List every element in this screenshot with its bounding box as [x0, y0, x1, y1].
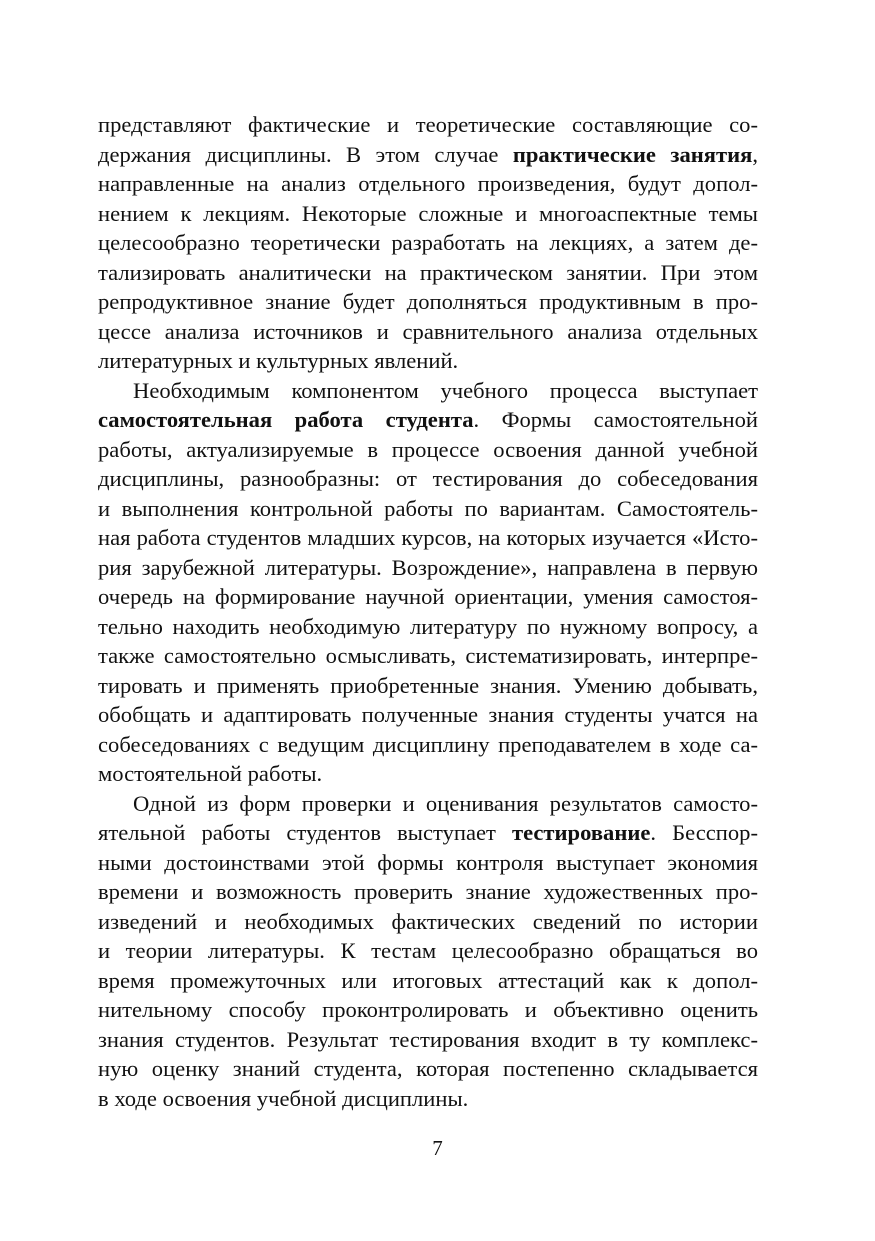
text-line: [98, 228, 758, 258]
text-line: [98, 907, 758, 937]
text-run: репродуктивное знание будет дополняться продуктивным в про-: [98, 289, 758, 314]
text-run: собеседованиях с ведущим дисциплину преподавателем в ходе са-: [98, 731, 758, 757]
text-run: тировать и применять приобретенные знания. Умению добывать,: [98, 672, 758, 698]
text-run: Необходимым компонентом учебного процесса выступает: [133, 377, 758, 403]
text-line: [98, 199, 758, 229]
text-run: работы, актуализируемые в процессе освоения данной учебной: [98, 436, 758, 462]
text-run: ными достоинствами этой формы контроля выступает экономия: [98, 849, 758, 875]
text-run: и теории литературы. К тестам целесообразно обращаться во: [98, 938, 758, 963]
text-line: [98, 936, 758, 966]
text-line: [98, 435, 758, 465]
paragraph: [98, 110, 758, 376]
text-line: [98, 848, 758, 878]
text-line: [98, 818, 758, 848]
text-line: [98, 612, 758, 642]
text-run: нительному способу проконтролировать и объективно оценить: [98, 997, 758, 1022]
text-line: [98, 877, 758, 907]
text-run: в ходе освоения учебной дисциплины.: [98, 1085, 469, 1111]
text-run: . Формы самостоятельной: [473, 407, 758, 432]
text-line: [98, 258, 758, 288]
text-line: [98, 494, 758, 524]
text-line: [98, 671, 758, 701]
text-line: [98, 464, 758, 494]
text-run: ную оценку знаний студента, которая постепенно складывается: [98, 1056, 758, 1081]
text-line: [98, 140, 758, 170]
text-run: время промежуточных или итоговых аттестаций как к допол-: [98, 967, 758, 993]
text-line: [98, 287, 758, 317]
text-run: цессе анализа источников и сравнительного анализа отдельных: [98, 318, 758, 344]
text-line: [98, 1084, 758, 1114]
text-line: [98, 169, 758, 199]
text-run: рия зарубежной литературы. Возрождение», направлена в первую: [98, 554, 758, 580]
text-line: [98, 1025, 758, 1055]
text-line: [98, 582, 758, 612]
text-line: [98, 405, 758, 435]
text-line: [98, 317, 758, 347]
text-run: дисциплины, разнообразны: от тестирования до собеседования: [98, 466, 758, 491]
text-run: представляют фактические и теоретические составляющие со-: [98, 112, 758, 137]
text-run: тельно находить необходимую литературу по нужному вопросу, а: [98, 613, 758, 639]
text-line: [98, 553, 758, 583]
text-run: времени и возможность проверить знание художественных про-: [98, 879, 758, 904]
text-run: также самостоятельно осмысливать, систематизировать, интерпре-: [98, 643, 758, 668]
text-run: очередь на формирование научной ориентации, умения самостоя-: [98, 584, 758, 609]
text-line: [98, 730, 758, 760]
page-number: 7: [432, 1136, 443, 1160]
bold-term: практические занятия: [512, 141, 753, 167]
text-line: [98, 966, 758, 996]
text-run: тализировать аналитически на практическом занятии. При этом: [98, 259, 758, 285]
text-run: целесообразно теоретически разработать на лекциях, а затем де-: [98, 230, 758, 255]
text-run: ная работа студентов младших курсов, на которых изучается «Исто-: [98, 525, 758, 550]
bold-term: тестирование: [512, 820, 651, 845]
text-run: нением к лекциям. Некоторые сложные и многоаспектные темы: [98, 200, 758, 226]
text-line: [98, 110, 758, 140]
text-run: обобщать и адаптировать полученные знания студенты учатся на: [98, 702, 758, 727]
text-line: [98, 700, 758, 730]
text-line: [98, 1054, 758, 1084]
text-run: и выполнения контрольной работы по вариантам. Самостоятель-: [98, 495, 758, 521]
text-run: мостоятельной работы.: [98, 761, 323, 786]
text-run: направленные на анализ отдельного произведения, будут допол-: [98, 171, 758, 196]
bold-term: самостоятельная работа студента: [98, 407, 474, 432]
text-run: ятельной работы студентов выступает: [98, 820, 512, 845]
text-line: [98, 641, 758, 671]
text-run: . Бесспор-: [650, 820, 758, 845]
text-run: держания дисциплины. В этом случае: [98, 141, 513, 167]
text-run: ,: [752, 141, 758, 167]
text-run: знания студентов. Результат тестирования входит в ту комплекс-: [98, 1026, 758, 1052]
text-run: изведений и необходимых фактических сведений по истории: [98, 908, 758, 934]
body-text: [98, 110, 758, 1113]
text-run: литературных и культурных явлений.: [98, 348, 459, 373]
text-run: Одной из форм проверки и оценивания результатов самосто-: [133, 790, 758, 816]
text-line: [98, 995, 758, 1025]
paragraph: [98, 789, 758, 1114]
paragraph: [98, 376, 758, 789]
text-line: [98, 789, 758, 819]
text-line: [98, 346, 758, 376]
text-line: [98, 376, 758, 406]
text-line: [98, 759, 758, 789]
text-line: [98, 523, 758, 553]
